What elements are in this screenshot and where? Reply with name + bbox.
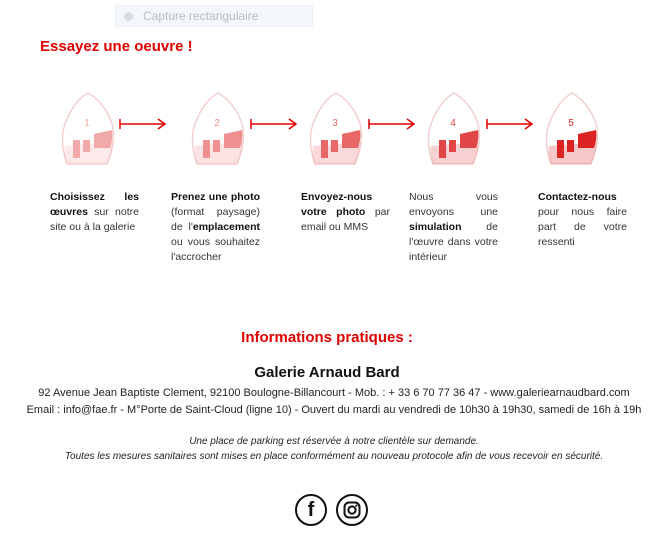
step-text-run: ou vous souhaitez l'accrocher [171, 236, 260, 263]
step-2-icon [187, 90, 249, 170]
step-text-run: par email ou MMS [301, 206, 390, 233]
arrow-right-icon [486, 117, 534, 131]
step-text-run: Choisissez les [50, 191, 139, 203]
facebook-button[interactable] [295, 494, 327, 526]
painting-middle [567, 140, 574, 152]
email-line: Email : info@fae.fr - M°Porte de Saint-Cloud (ligne 10) - Ouvert du mardi au vendredi de 10h30 à 19h30, samedi de 16h à 19h [26, 404, 642, 416]
painting-left [439, 140, 446, 158]
step-text-run: Contactez-nous [538, 191, 617, 203]
step-number: 1 [84, 118, 90, 129]
info-title: Informations pratiques : [241, 329, 413, 346]
step-number: 2 [214, 118, 220, 129]
painting-middle [331, 140, 338, 152]
address-line: 92 Avenue Jean Baptiste Clement, 92100 Boulogne-Billancourt - Mob. : + 33 6 70 77 36 47 - www.galeriearnaudbard.com [38, 387, 630, 399]
painting-right [578, 130, 596, 148]
step-number: 4 [450, 118, 456, 129]
painting-right [224, 130, 242, 148]
step-3-icon [305, 90, 367, 170]
gallery-name: Galerie Arnaud Bard [254, 364, 400, 381]
step-2-text [171, 190, 260, 265]
step-number: 5 [568, 118, 574, 129]
painting-middle [213, 140, 220, 152]
step-text-run: simulation [409, 221, 462, 233]
step-5-icon [541, 90, 603, 170]
step-1-icon [57, 90, 119, 170]
step-text-run: pour nous faire part de votre ressenti [538, 206, 627, 248]
step-text-run: (format paysage) de l' [171, 206, 260, 233]
snip-toolbar[interactable] [115, 5, 313, 27]
snip-mode-label: Capture rectangulaire [143, 9, 259, 23]
sanitary-note: Toutes les mesures sanitaires sont mises en place conformément au nouveau protocole afin de vous recevoir en sécurité. [64, 451, 604, 462]
step-text-run: de l'œuvre dans votre intérieur [409, 221, 498, 263]
arrow-right-icon [250, 117, 298, 131]
step-text-run: emplacement [192, 221, 260, 233]
painting-middle [449, 140, 456, 152]
parking-note: Une place de parking est réservée à notre clientèle sur demande. [189, 436, 479, 447]
arrow-right-icon [119, 117, 167, 131]
step-text-run: Nous vous envoyons une [409, 191, 498, 218]
instagram-icon [343, 501, 361, 519]
painting-left [73, 140, 80, 158]
painting-right [94, 130, 112, 148]
step-text-run: œuvres [50, 206, 88, 218]
step-4-text [409, 190, 498, 265]
step-text-run: Envoyez-nous votre photo [301, 191, 373, 218]
instagram-button[interactable] [336, 494, 368, 526]
step-number: 3 [332, 118, 338, 129]
facebook-icon: f [307, 498, 315, 521]
arrow-right-icon [368, 117, 416, 131]
step-text-run: sur notre site ou à la galerie [50, 206, 139, 233]
step-3-text [301, 190, 390, 235]
section-title: Essayez une oeuvre ! [40, 38, 193, 55]
step-1-text [50, 190, 139, 235]
step-4-icon [423, 90, 485, 170]
radio-icon[interactable] [124, 12, 133, 21]
painting-right [460, 130, 478, 148]
step-5-text [538, 190, 627, 250]
painting-left [321, 140, 328, 158]
painting-left [557, 140, 564, 158]
painting-left [203, 140, 210, 158]
painting-middle [83, 140, 90, 152]
painting-right [342, 130, 360, 148]
step-text-run: Prenez une photo [171, 191, 260, 203]
